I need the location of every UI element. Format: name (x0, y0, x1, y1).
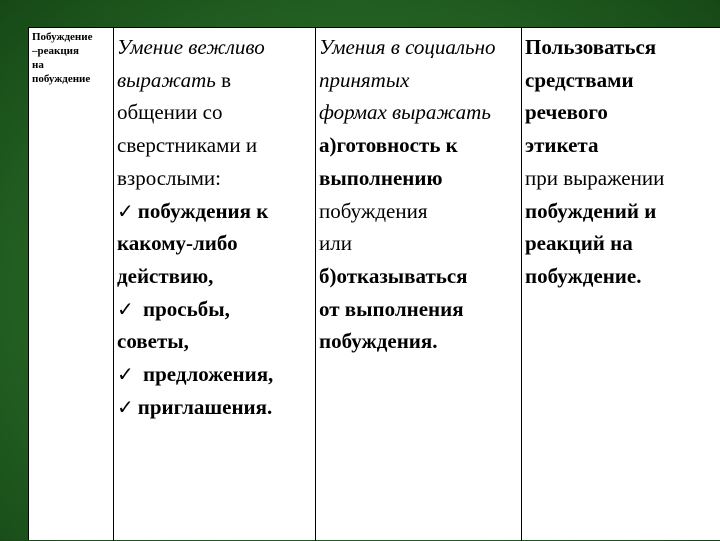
bullet-text: предложения, (137, 362, 274, 387)
bullet-text: просьбы, (137, 296, 230, 321)
table-cell-usage (522, 28, 720, 541)
skill-intro-line (117, 64, 315, 97)
bullet-item (117, 391, 315, 424)
skill-intro-italic: выражать (117, 67, 216, 92)
usage-line: средствами (525, 67, 634, 92)
bullet-item (117, 293, 315, 326)
table-cell-skill (114, 28, 315, 541)
abilities-line: или (319, 231, 352, 256)
abilities-italic-line: формах выражать (319, 100, 491, 125)
usage-line: речевого (525, 100, 608, 125)
check-icon: ✓ (117, 362, 134, 387)
bullet-text: приглашения. (137, 394, 273, 419)
skill-text-line: сверстниками и (117, 133, 258, 158)
content-table (28, 27, 720, 540)
usage-line: реакций на (525, 231, 633, 256)
usage-line: побуждение. (525, 263, 642, 288)
check-icon: ✓ (117, 198, 134, 223)
topic-line: побуждение (32, 73, 91, 85)
abilities-line: побуждения (319, 198, 428, 223)
usage-line: Пользоваться (525, 35, 657, 59)
abilities-line: побуждения. (319, 329, 438, 354)
usage-line: этикета (525, 133, 599, 158)
abilities-italic-line: принятых (319, 67, 410, 92)
topic-line: –реакция (32, 45, 79, 57)
table-cell-topic (29, 28, 113, 541)
bullet-continuation: советы, (117, 329, 189, 354)
table-cell-abilities (316, 28, 521, 541)
bullet-item (117, 358, 315, 391)
check-icon: ✓ (117, 394, 134, 419)
bullet-text: побуждения к (137, 198, 269, 223)
check-icon: ✓ (117, 296, 134, 321)
usage-line: побуждений и (525, 198, 657, 223)
topic-line: Побуждение (32, 31, 93, 43)
bullet-continuation: действию, (117, 263, 214, 288)
usage-line: при выражении (525, 165, 665, 190)
abilities-line: б)отказываться (319, 263, 468, 288)
abilities-line: выполнению (319, 165, 443, 190)
bullet-item (117, 195, 315, 228)
abilities-italic-line: Умения в социально (319, 35, 496, 59)
skill-text-line: взрослыми: (117, 165, 222, 190)
abilities-line: от выполнения (319, 296, 464, 321)
skill-intro-line: Умение вежливо (117, 35, 265, 59)
bullet-continuation: какому-либо (117, 231, 238, 256)
abilities-line: а)готовность к (319, 133, 458, 158)
skill-intro-plain: в (221, 67, 231, 92)
topic-line: на (32, 59, 44, 71)
skill-text-line: общении со (117, 100, 223, 125)
